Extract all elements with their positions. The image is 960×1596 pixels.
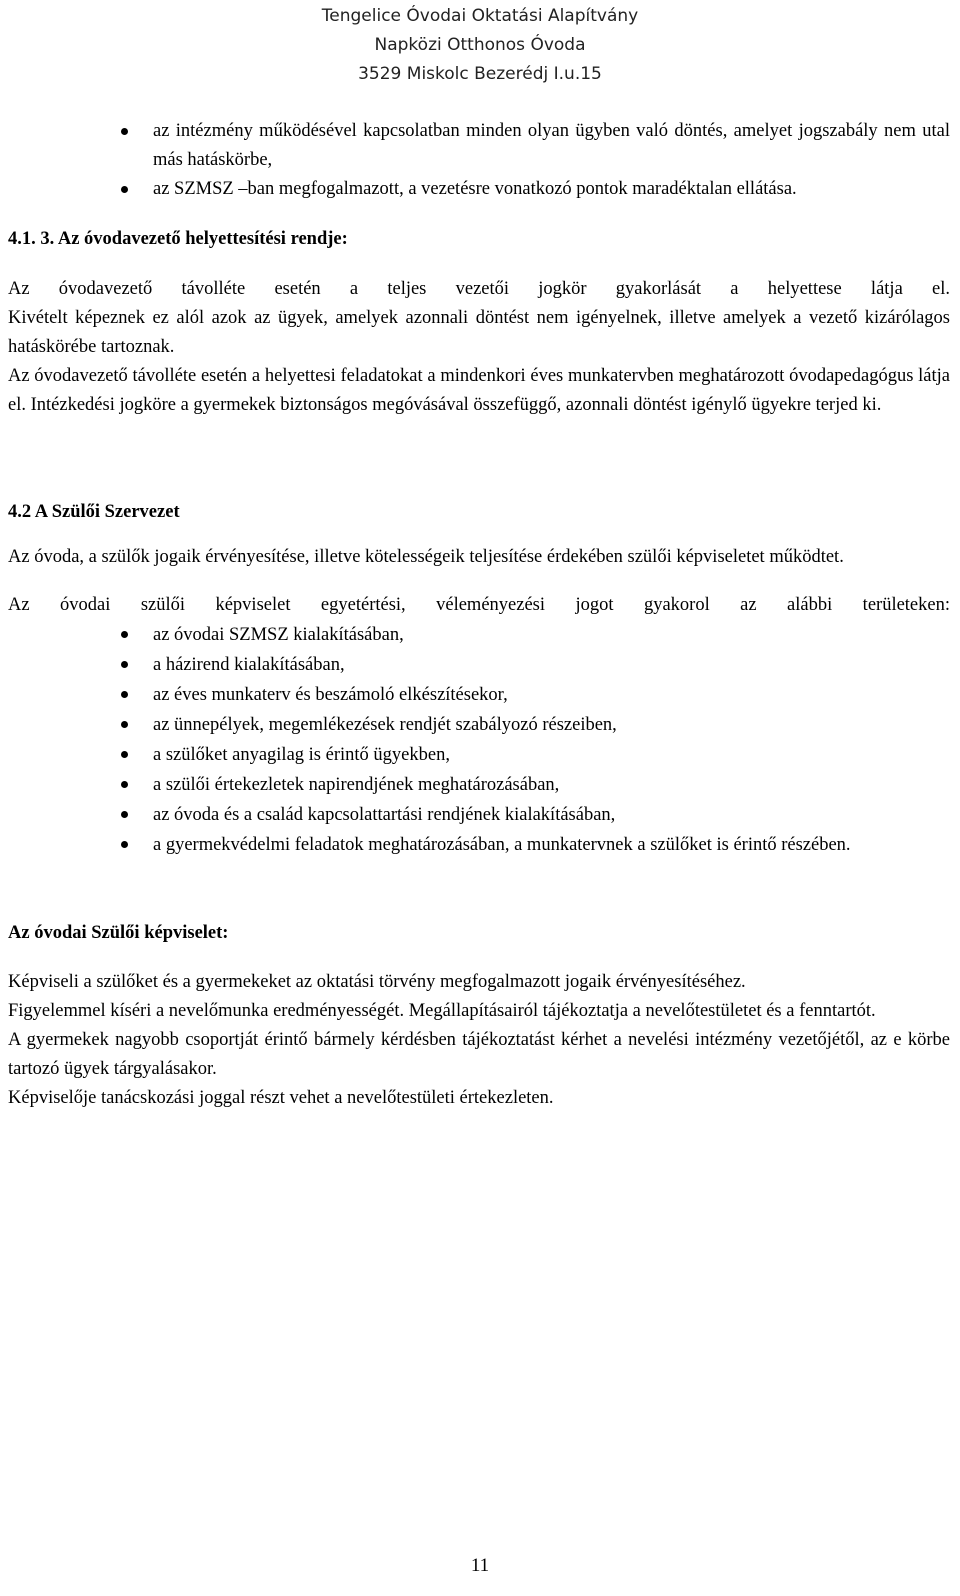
list-item: a gyermekvédelmi feladatok meghatározásában, a munkatervnek a szülőket is érintő részében. [8, 830, 950, 860]
header-address: 3529 Miskolc Bezerédj I.u.15 [358, 64, 602, 84]
list-item: az SZMSZ –ban megfogalmazott, a vezetésre vonatkozó pontok maradéktalan ellátása. [8, 175, 950, 204]
document-header [0, 2, 960, 89]
paragraph: Figyelemmel kíséri a nevelőmunka eredményességét. Megállapításairól tájékoztatja a nevelőtestületet és a fenntartót. [8, 1001, 876, 1021]
paragraph: Képviseli a szülőket és a gyermekeket az oktatási törvény megfogalmazott jogaik érvényesítéséhez. [8, 972, 746, 992]
list-item: az ünnepélyek, megemlékezések rendjét szabályozó részeiben, [8, 710, 950, 740]
page-body [8, 117, 950, 1113]
paragraph: Képviselője tanácskozási joggal részt vehet a nevelőtestületi értekezleten. [8, 1088, 554, 1108]
paragraph: Kivételt képeznek ez alól azok az ügyek, amelyek azonnali döntést nem igényelnek, illetve amelyek a vezető kizárólagos hatáskörébe tartoznak. [8, 308, 950, 357]
list-item: az éves munkaterv és beszámoló elkészítésekor, [8, 680, 950, 710]
section-heading-4-1-3: 4.1. 3. Az óvodavezető helyettesítési rendje: [8, 229, 348, 249]
header-kindergarten-name: Napközi Otthonos Óvoda [374, 35, 586, 55]
header-foundation-name: Tengelice Óvodai Oktatási Alapítvány [321, 6, 639, 26]
list-item: az intézmény működésével kapcsolatban minden olyan ügyben való döntés, amelyet jogszabály nem utal más hatáskörbe, [8, 117, 950, 175]
section-heading-parent-representation: Az óvodai Szülői képviselet: [8, 923, 229, 943]
paragraph: Az óvodai szülői képviselet egyetértési, véleményezési jogot gyakorol az alábbi területeken: [8, 595, 950, 615]
page-number: 11 [470, 1555, 490, 1576]
parent-rights-bullet-list [8, 620, 950, 860]
paragraph: A gyermekek nagyobb csoportját érintő bármely kérdésben tájékoztatást kérhet a nevelési intézmény vezetőjétől, az e körbe tartozó ügyek tárgyalásakor. [8, 1030, 950, 1079]
top-bullet-list [8, 117, 950, 204]
list-item: a szülői értekezletek napirendjének meghatározásában, [8, 770, 950, 800]
paragraph: Az óvodavezető távolléte esetén a teljes vezetői jogkör gyakorlását a helyettese látja el. [8, 279, 950, 299]
paragraph: Az óvodavezető távolléte esetén a helyettesi feladatokat a mindenkori éves munkatervben meghatározott óvodapedagógus látja el. Intézkedési jogköre a gyermekek biztonságos megóvásával összefüggő, azonnali döntést igénylő ügyekre terjed ki. [8, 366, 950, 415]
section-heading-4-2: 4.2 A Szülői Szervezet [8, 502, 180, 522]
paragraph: Az óvoda, a szülők jogaik érvényesítése, illetve kötelességeik teljesítése érdekében szülői képviseletet működtet. [8, 547, 844, 567]
list-item: az óvoda és a család kapcsolattartási rendjének kialakításában, [8, 800, 950, 830]
list-item: az óvodai SZMSZ kialakításában, [8, 620, 950, 650]
list-item: a házirend kialakításában, [8, 650, 950, 680]
list-item: a szülőket anyagilag is érintő ügyekben, [8, 740, 950, 770]
